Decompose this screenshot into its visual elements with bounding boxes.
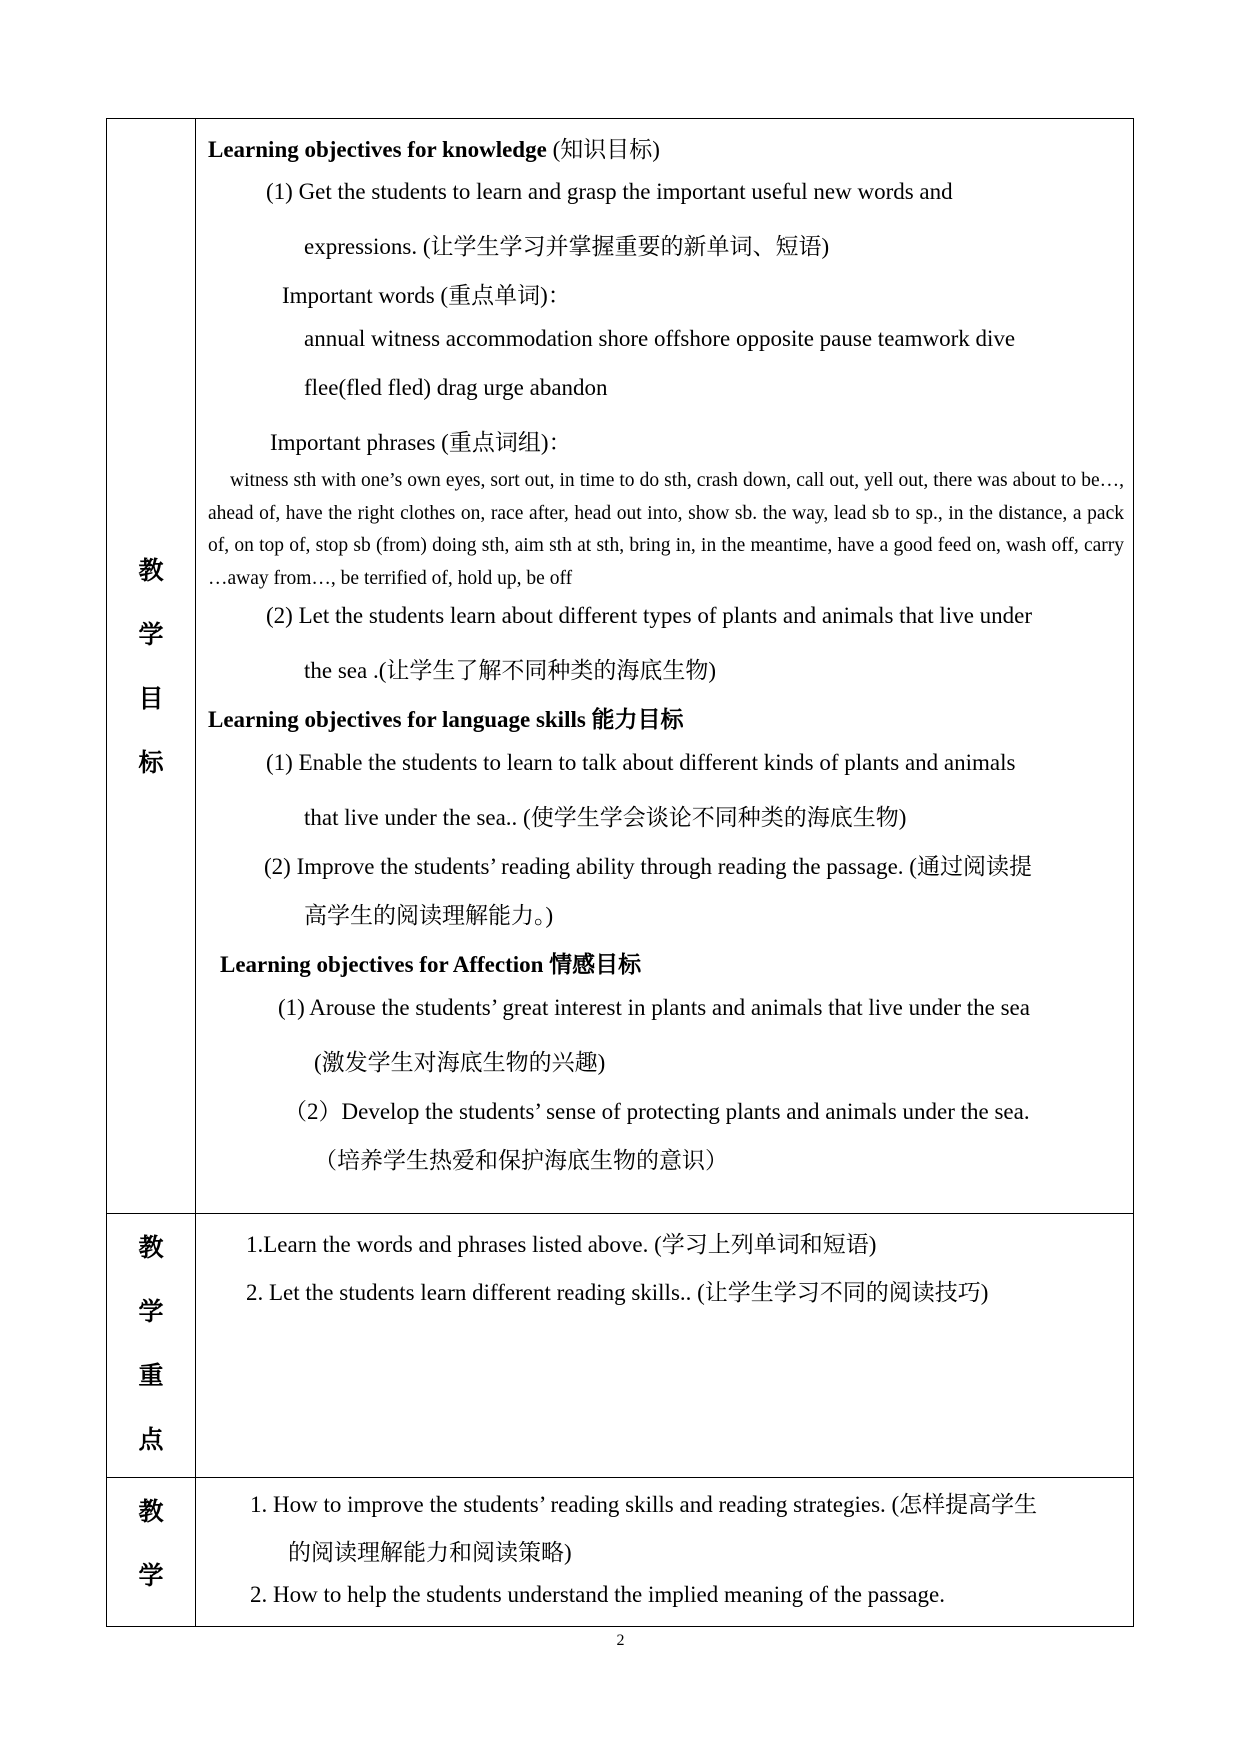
key-point-2: 2. Let the students learn different reading skills.. (让学生学习不同的阅读技巧) (246, 1280, 989, 1305)
objectives-label (107, 119, 196, 1213)
difficulty-1-cont: 的阅读理解能力和阅读策略) (288, 1540, 572, 1565)
label-char: 标 (138, 748, 164, 777)
language-item-2: (2) Improve the students’ reading ability through reading the passage. (通过阅读提 (264, 854, 1032, 879)
affection-item-2-cont: （培养学生热爱和保护海底生物的意识） (314, 1148, 728, 1173)
affection-item-1-cont: (激发学生对海底生物的兴趣) (314, 1050, 606, 1075)
knowledge-item-2-cont: the sea .(让学生了解不同种类的海底生物) (304, 658, 717, 683)
affection-item-1: (1) Arouse the students’ great interest in plants and animals that live under the sea (278, 995, 1030, 1020)
difficulties-label (107, 1478, 196, 1626)
label-char: 点 (138, 1425, 164, 1454)
label-char: 教 (138, 1497, 164, 1526)
difficulty-1: 1. How to improve the students’ reading skills and reading strategies. (怎样提高学生 (250, 1492, 1038, 1517)
label-char: 教 (138, 556, 164, 585)
language-item-1: (1) Enable the students to learn to talk about different kinds of plants and animals (266, 750, 1016, 775)
lesson-plan-table (106, 118, 1134, 1627)
knowledge-item-2: (2) Let the students learn about different types of plants and animals that live under (266, 603, 1033, 628)
label-char: 学 (138, 1297, 164, 1326)
label-char: 学 (138, 1561, 164, 1590)
language-item-1-cont: that live under the sea.. (使学生学会谈论不同种类的海底生物) (304, 805, 907, 830)
words-heading: Important words (重点单词)： (282, 283, 571, 308)
key-points-content (196, 1214, 1133, 1477)
knowledge-item-1: (1) Get the students to learn and grasp the important useful new words and (266, 179, 953, 204)
label-char: 目 (138, 684, 164, 713)
page-number: 2 (616, 1632, 625, 1649)
objectives-row (107, 119, 1133, 1214)
phrases-heading: Important phrases (重点词组)： (270, 430, 572, 455)
key-point-1: 1.Learn the words and phrases listed above. (学习上列单词和短语) (246, 1232, 877, 1257)
language-item-2-cont: 高学生的阅读理解能力。) (304, 903, 554, 928)
phrases-list: witness sth with one’s own eyes, sort out, in time to do sth, crash down, call out, yell out, there was about to be…, ahead of, have the right clothes on, race after, head out into, show sb. the way, lead sb to sp., in the distance, a pack of, on top of, stop sb (from) doing sth, aim sth at sth, bring in, in the meantime, have a good feed on, wash off, carry …away from…, be terrified of, hold up, be off (208, 470, 1124, 589)
difficulties-row (107, 1478, 1133, 1626)
label-char: 学 (138, 620, 164, 649)
affection-item-2: （2）Develop the students’ sense of protecting plants and animals under the sea. (284, 1099, 1030, 1124)
language-heading: Learning objectives for language skills 能力目标 (208, 707, 684, 732)
label-char: 教 (138, 1233, 164, 1262)
knowledge-heading: Learning objectives for knowledge (知识目标) (208, 137, 660, 162)
key-points-row (107, 1214, 1133, 1478)
objectives-content (196, 119, 1133, 1213)
words-list-cont: flee(fled fled) drag urge abandon (304, 375, 608, 400)
label-char: 重 (138, 1361, 164, 1390)
words-list: annual witness accommodation shore offshore opposite pause teamwork dive (304, 326, 1016, 351)
difficulty-2: 2. How to help the students understand the implied meaning of the passage. (250, 1582, 945, 1607)
key-points-label (107, 1214, 196, 1477)
difficulties-content (196, 1478, 1133, 1626)
knowledge-item-1-cont: expressions. (让学生学习并掌握重要的新单词、短语) (304, 234, 830, 259)
affection-heading: Learning objectives for Affection 情感目标 (220, 952, 642, 977)
